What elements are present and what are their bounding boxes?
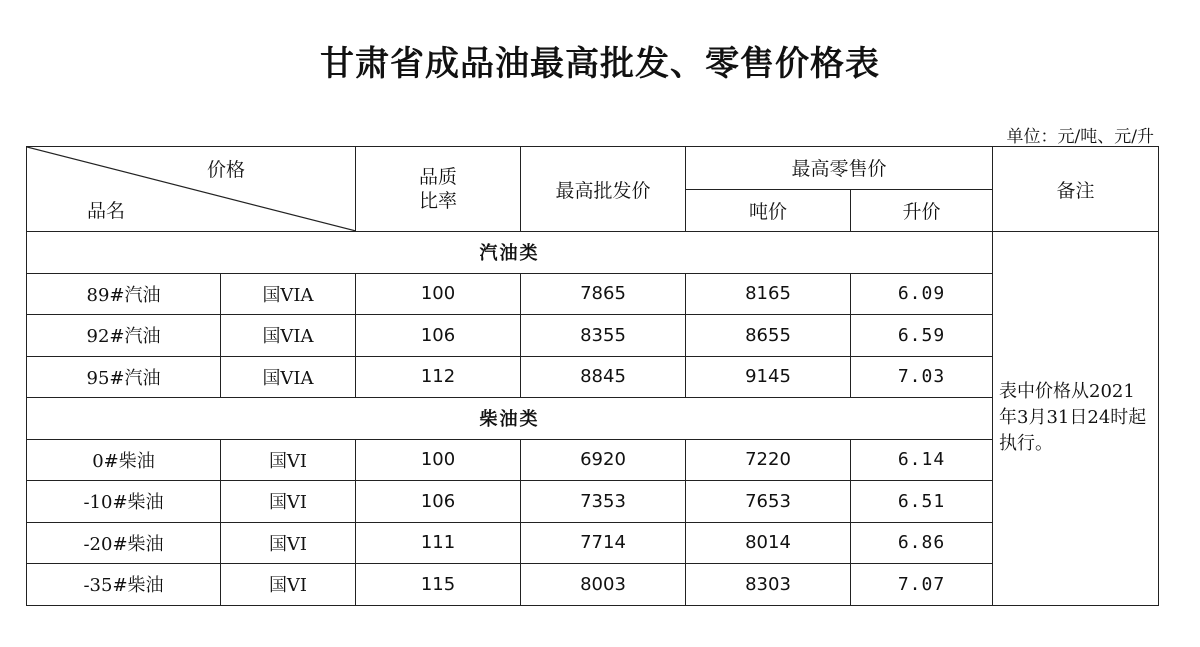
product-name-cell: -35#柴油 <box>27 564 221 606</box>
standard-cell: 国VI <box>221 439 356 481</box>
wholesale-price-cell: 6920 <box>521 439 686 481</box>
header-ton-price: 吨价 <box>686 189 851 232</box>
diagonal-line <box>27 147 356 231</box>
table-row <box>27 564 1159 606</box>
unit-label: 单位：元/吨、元/升 <box>1006 127 1154 147</box>
table-row <box>27 356 1159 398</box>
product-name-cell: 92#汽油 <box>27 315 221 357</box>
header-name-label: 品名 <box>87 200 126 222</box>
header-liter-price: 升价 <box>851 189 993 232</box>
wholesale-price-cell: 8355 <box>521 315 686 357</box>
quality-ratio-cell: 100 <box>356 439 521 481</box>
ton-price-cell: 8655 <box>686 315 851 357</box>
liter-price-cell: 7.03 <box>851 356 993 398</box>
liter-price-cell: 6.09 <box>851 273 993 315</box>
section-row <box>27 398 1159 440</box>
table-row <box>27 273 1159 315</box>
quality-ratio-cell: 100 <box>356 273 521 315</box>
section-title: 柴油类 <box>27 398 993 440</box>
table-row <box>27 481 1159 523</box>
ton-price-cell: 8165 <box>686 273 851 315</box>
liter-price-cell: 6.86 <box>851 522 993 564</box>
product-name-cell: 0#柴油 <box>27 439 221 481</box>
wholesale-price-cell: 8003 <box>521 564 686 606</box>
wholesale-price-cell: 8845 <box>521 356 686 398</box>
header-retail: 最高零售价 <box>686 147 993 190</box>
ton-price-cell: 9145 <box>686 356 851 398</box>
page-title: 甘肃省成品油最高批发、零售价格表 <box>320 44 880 84</box>
quality-ratio-cell: 111 <box>356 522 521 564</box>
product-name-cell: 89#汽油 <box>27 273 221 315</box>
header-remark: 备注 <box>993 147 1159 232</box>
ton-price-cell: 8303 <box>686 564 851 606</box>
quality-ratio-cell: 115 <box>356 564 521 606</box>
standard-cell: 国VIA <box>221 273 356 315</box>
liter-price-cell: 6.59 <box>851 315 993 357</box>
product-name-cell: -10#柴油 <box>27 481 221 523</box>
quality-ratio-cell: 106 <box>356 315 521 357</box>
table-row <box>27 315 1159 357</box>
quality-ratio-cell: 112 <box>356 356 521 398</box>
liter-price-cell: 7.07 <box>851 564 993 606</box>
section-row <box>27 232 1159 274</box>
remark-cell: 表中价格从2021年3月31日24时起执行。 <box>993 232 1159 606</box>
standard-cell: 国VI <box>221 564 356 606</box>
header-corner-cell <box>27 147 356 232</box>
product-name-cell: -20#柴油 <box>27 522 221 564</box>
standard-cell: 国VIA <box>221 356 356 398</box>
ton-price-cell: 7220 <box>686 439 851 481</box>
ton-price-cell: 8014 <box>686 522 851 564</box>
product-name-cell: 95#汽油 <box>27 356 221 398</box>
price-table <box>26 146 1159 606</box>
standard-cell: 国VI <box>221 481 356 523</box>
wholesale-price-cell: 7865 <box>521 273 686 315</box>
standard-cell: 国VI <box>221 522 356 564</box>
header-quality-ratio: 品质 比率 <box>356 147 521 232</box>
quality-ratio-cell: 106 <box>356 481 521 523</box>
wholesale-price-cell: 7353 <box>521 481 686 523</box>
header-price-label: 价格 <box>206 159 245 181</box>
section-title: 汽油类 <box>27 232 993 274</box>
liter-price-cell: 6.51 <box>851 481 993 523</box>
header-wholesale: 最高批发价 <box>521 147 686 232</box>
table-row <box>27 439 1159 481</box>
liter-price-cell: 6.14 <box>851 439 993 481</box>
wholesale-price-cell: 7714 <box>521 522 686 564</box>
ton-price-cell: 7653 <box>686 481 851 523</box>
table-row <box>27 522 1159 564</box>
standard-cell: 国VIA <box>221 315 356 357</box>
